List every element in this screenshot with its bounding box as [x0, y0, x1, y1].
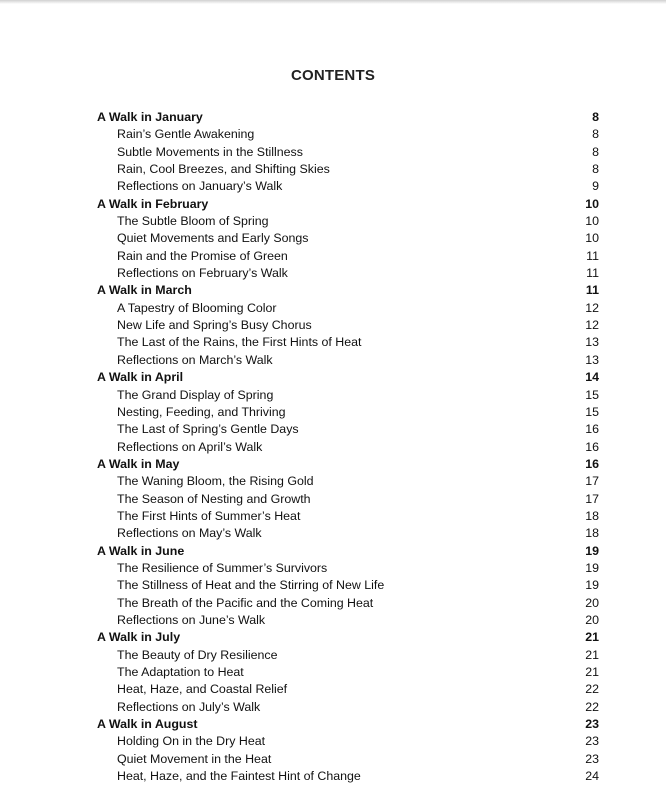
toc-entry-label[interactable]: Rain and the Promise of Green: [117, 248, 288, 263]
toc-chapter-entry[interactable]: [97, 629, 599, 646]
page-title: CONTENTS: [290, 67, 376, 84]
toc-page-number: 9: [592, 179, 599, 194]
toc-chapter-entry[interactable]: [97, 196, 599, 213]
toc-entry-label[interactable]: A Tapestry of Blooming Color: [117, 300, 277, 315]
toc-section-entry[interactable]: [97, 664, 599, 681]
toc-entry-label[interactable]: Quiet Movements and Early Songs: [117, 231, 309, 246]
toc-section-entry[interactable]: [97, 733, 599, 750]
toc-entry-label[interactable]: Subtle Movements in the Stillness: [117, 144, 303, 159]
toc-section-entry[interactable]: [97, 404, 599, 421]
toc-page-number: 19: [585, 543, 599, 558]
toc-page-number: 17: [585, 474, 599, 489]
toc-entry-label[interactable]: Reflections on June’s Walk: [117, 612, 266, 627]
toc-page-number: 13: [585, 352, 599, 367]
toc-page-number: 19: [585, 560, 599, 575]
toc-page-number: 11: [585, 283, 599, 298]
toc-entry-label[interactable]: The Last of the Rains, the First Hints of Heat: [117, 335, 362, 350]
toc-entry-label[interactable]: Nesting, Feeding, and Thriving: [117, 404, 286, 419]
toc-entry-label[interactable]: The Beauty of Dry Resilience: [117, 647, 278, 662]
toc-entry-label[interactable]: Reflections on April’s Walk: [117, 439, 263, 454]
toc-page-number: 12: [585, 318, 599, 333]
toc-section-entry[interactable]: [97, 317, 599, 334]
toc-entry-label[interactable]: The Subtle Bloom of Spring: [117, 214, 269, 229]
toc-section-entry[interactable]: [97, 508, 599, 525]
toc-entry-label[interactable]: The Resilience of Summer’s Survivors: [117, 560, 328, 575]
toc-chapter-entry[interactable]: [97, 456, 599, 473]
toc-page-number: 24: [585, 769, 599, 784]
toc-section-entry[interactable]: [97, 178, 599, 195]
toc-section-entry[interactable]: [97, 230, 599, 247]
toc-page-number: 20: [585, 595, 599, 610]
toc-entry-label[interactable]: The Grand Display of Spring: [117, 387, 274, 402]
toc-section-entry[interactable]: [97, 334, 599, 351]
toc-page-number: 10: [585, 196, 599, 211]
toc-page-number: 16: [585, 456, 599, 471]
toc-entry-label[interactable]: Heat, Haze, and Coastal Relief: [117, 682, 288, 697]
toc-section-entry[interactable]: [97, 213, 599, 230]
toc-section-entry[interactable]: [97, 595, 599, 612]
toc-page-number: 18: [585, 508, 599, 523]
toc-section-entry[interactable]: [97, 473, 599, 490]
toc-page-number: 23: [585, 717, 599, 732]
toc-section-entry[interactable]: [97, 751, 599, 768]
toc-page-number: 17: [585, 491, 599, 506]
toc-page-number: 21: [585, 665, 599, 679]
toc-entry-label[interactable]: A Walk in August: [97, 717, 198, 732]
toc-section-entry[interactable]: [97, 612, 599, 629]
toc-page-number: 8: [592, 162, 599, 177]
toc-page-number: 18: [585, 526, 599, 541]
toc-page-number: 11: [586, 266, 599, 281]
toc-page-number: 19: [585, 578, 599, 593]
toc-entry-label[interactable]: A Walk in May: [97, 456, 180, 471]
toc-section-entry[interactable]: [97, 699, 599, 716]
toc-entry-label[interactable]: The First Hints of Summer’s Heat: [117, 508, 301, 523]
toc-entry-label[interactable]: Heat, Haze, and the Faintest Hint of Change: [117, 769, 361, 784]
toc-section-entry[interactable]: [97, 560, 599, 577]
toc-page-number: 16: [585, 439, 599, 454]
toc-entry-label[interactable]: Holding On in the Dry Heat: [117, 734, 266, 749]
toc-entry-label[interactable]: Reflections on July’s Walk: [117, 699, 261, 714]
toc-section-entry[interactable]: [97, 144, 599, 161]
toc-chapter-entry[interactable]: [97, 109, 599, 126]
toc-entry-label[interactable]: A Walk in July: [97, 630, 181, 645]
toc-section-entry[interactable]: [97, 300, 599, 317]
toc-page-number: 10: [585, 231, 599, 246]
toc-entry-label[interactable]: A Walk in April: [97, 370, 184, 385]
table-of-contents: [97, 109, 599, 785]
toc-entry-label[interactable]: Rain, Cool Breezes, and Shifting Skies: [117, 162, 330, 177]
toc-page-number: 8: [592, 127, 599, 142]
toc-chapter-entry[interactable]: [97, 369, 599, 386]
toc-entry-label[interactable]: A Walk in June: [97, 543, 185, 558]
toc-section-entry[interactable]: [97, 265, 599, 282]
toc-page-number: 22: [585, 699, 599, 714]
toc-page-number: 14: [585, 370, 599, 385]
toc-entry-label[interactable]: Reflections on January’s Walk: [117, 179, 283, 194]
toc-page-number: 21: [585, 630, 599, 645]
toc-page-number: 20: [585, 612, 599, 627]
toc-section-entry[interactable]: [97, 439, 599, 456]
toc-page-number: 15: [585, 404, 599, 419]
toc-section-entry[interactable]: [97, 491, 599, 508]
toc-chapter-entry[interactable]: [97, 282, 599, 299]
toc-page-number: 8: [592, 110, 599, 124]
toc-section-entry[interactable]: [97, 161, 599, 178]
toc-page-number: 13: [585, 335, 599, 350]
toc-page-number: 11: [586, 248, 599, 263]
toc-entry-label[interactable]: Quiet Movement in the Heat: [117, 751, 272, 766]
toc-entry-label[interactable]: A Walk in February: [97, 196, 209, 211]
toc-entry-label[interactable]: A Walk in January: [97, 110, 203, 124]
toc-page-number: 15: [585, 387, 599, 402]
toc-page-number: 21: [585, 647, 599, 662]
toc-section-entry[interactable]: [97, 647, 599, 664]
toc-entry-label[interactable]: The Stillness of Heat and the Stirring of New Life: [117, 578, 385, 593]
toc-entry-label[interactable]: The Season of Nesting and Growth: [117, 491, 311, 506]
toc-chapter-entry[interactable]: [97, 543, 599, 560]
toc-entry-label[interactable]: Reflections on May’s Walk: [117, 526, 262, 541]
toc-entry-label[interactable]: The Waning Bloom, the Rising Gold: [117, 474, 314, 489]
toc-section-entry[interactable]: [97, 387, 599, 404]
toc-entry-label[interactable]: Reflections on March’s Walk: [117, 352, 273, 367]
toc-page-number: 23: [585, 751, 599, 766]
toc-page-number: 22: [585, 682, 599, 697]
toc-entry-label[interactable]: The Adaptation to Heat: [117, 665, 244, 679]
toc-section-entry[interactable]: [97, 577, 599, 594]
toc-page-number: 8: [592, 144, 599, 159]
toc-chapter-entry[interactable]: [97, 716, 599, 733]
toc-section-entry[interactable]: [97, 126, 599, 143]
toc-section-entry[interactable]: [97, 768, 599, 785]
toc-section-entry[interactable]: [97, 421, 599, 438]
toc-entry-label[interactable]: Reflections on February’s Walk: [117, 266, 288, 281]
toc-section-entry[interactable]: [97, 248, 599, 265]
toc-section-entry[interactable]: [97, 681, 599, 698]
toc-entry-label[interactable]: New Life and Spring’s Busy Chorus: [117, 318, 312, 333]
toc-entry-label[interactable]: The Last of Spring’s Gentle Days: [117, 422, 299, 437]
toc-entry-label[interactable]: The Breath of the Pacific and the Coming Heat: [117, 595, 374, 610]
toc-entry-label[interactable]: A Walk in March: [97, 283, 192, 298]
toc-section-entry[interactable]: [97, 525, 599, 542]
toc-section-entry[interactable]: [97, 352, 599, 369]
toc-page-number: 23: [585, 734, 599, 749]
toc-page-number: 10: [585, 214, 599, 229]
toc-entry-label[interactable]: Rain’s Gentle Awakening: [117, 127, 255, 142]
toc-page-number: 12: [585, 300, 599, 315]
toc-page-number: 16: [585, 422, 599, 437]
